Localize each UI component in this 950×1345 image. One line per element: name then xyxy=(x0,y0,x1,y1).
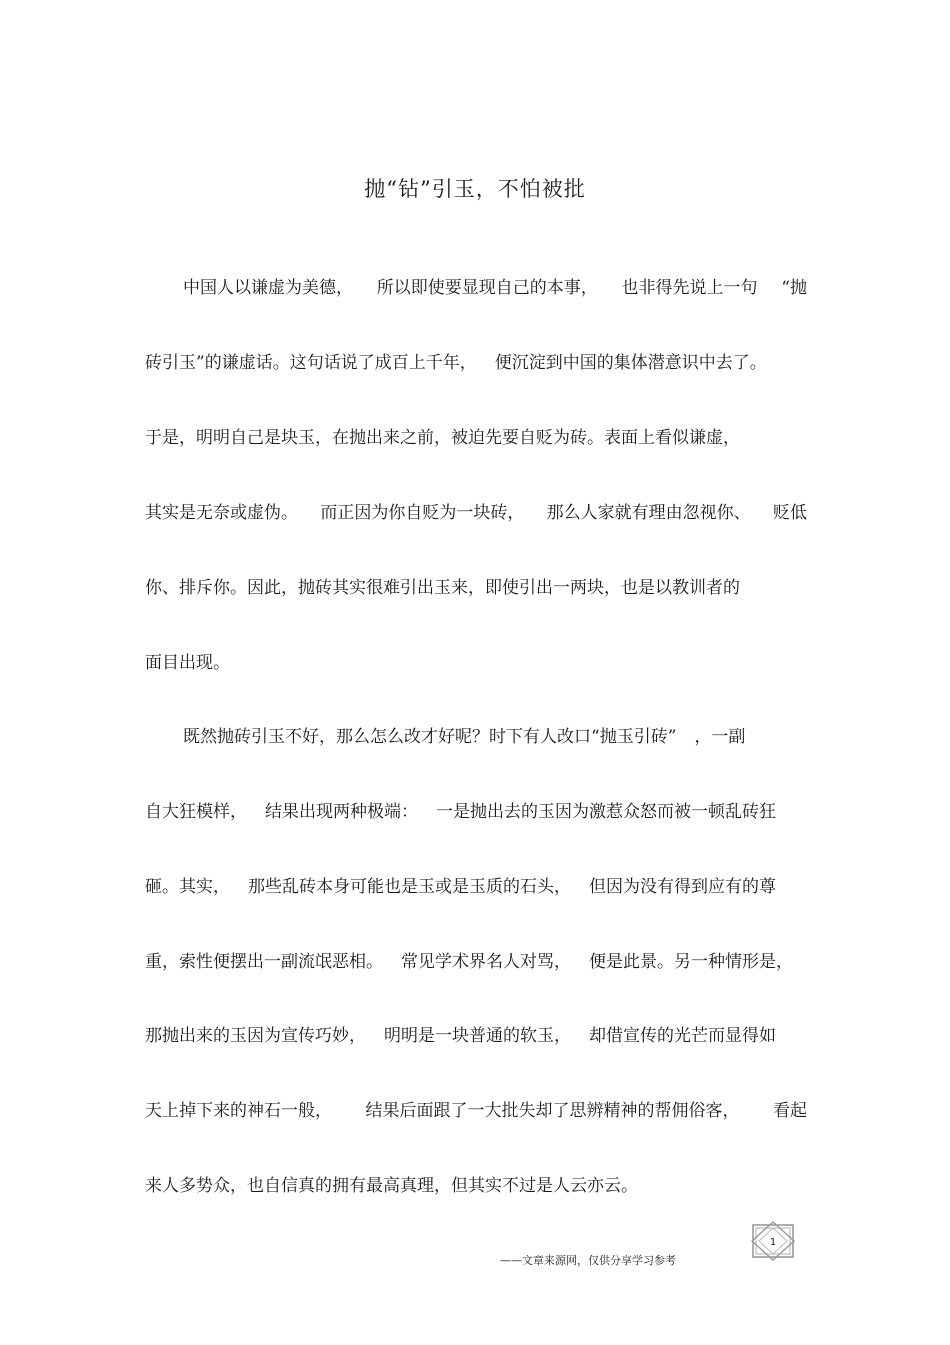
text-segment: 那么人家就有理由忽视你、 xyxy=(546,503,751,523)
source-footer: ——文章来源网，仅供分享学习参考 xyxy=(500,1254,676,1267)
text-segment: 其实是无奈或虚伪。 xyxy=(145,503,298,523)
text-segment: 而正因为你自贬为一块砖， xyxy=(320,503,525,523)
text-segment: 明明是一块普通的软玉， xyxy=(384,1026,571,1046)
text-segment: 一是抛出去的玉因为激惹众怒而被一顿乱砖狂 xyxy=(436,802,776,822)
text-segment: 面目出现。 xyxy=(145,653,230,673)
text-segment: 砸。其实， xyxy=(145,877,230,897)
text-segment: 天上掉下来的神石一般， xyxy=(145,1101,332,1121)
body-line xyxy=(145,1098,807,1124)
body-line xyxy=(145,1023,807,1049)
body-line xyxy=(145,874,807,900)
document-title: 抛“钻”引玉，不怕被批 xyxy=(364,177,586,201)
text-segment: 砖引玉”的谦虚话。这句话说了成百上千年， xyxy=(145,353,477,373)
text-segment: 于是，明明自己是块玉，在抛出来之前，被迫先要自贬为砖。表面上看似谦虚， xyxy=(145,428,740,448)
text-segment: 那些乱砖本身可能也是玉或是玉质的石头， xyxy=(248,877,571,897)
text-segment: ，一副 xyxy=(694,727,746,747)
text-segment: 你、排斥你。因此，抛砖其实很难引出玉来，即使引出一两块，也是以教训者的 xyxy=(145,578,740,598)
text-segment: 重，索性便摆出一副流氓恶相。 xyxy=(145,952,383,972)
body-line xyxy=(145,500,807,526)
text-segment: 便沉淀到中国的集体潜意识中去了。 xyxy=(494,353,767,373)
body-line xyxy=(183,275,807,301)
body-line xyxy=(145,350,807,376)
body-line xyxy=(145,1173,807,1199)
body-line xyxy=(145,650,807,676)
text-segment: 但因为没有得到应有的尊 xyxy=(589,877,776,897)
text-segment: 却借宣传的光芒而显得如 xyxy=(589,1026,776,1046)
text-segment: 看起 xyxy=(773,1101,807,1121)
text-segment: 也非得先说上一句 xyxy=(621,278,758,298)
body-line xyxy=(183,724,807,750)
text-segment: 结果后面跟了一大批失却了思辨精神的帮佣俗客， xyxy=(365,1101,740,1121)
body-line xyxy=(145,425,807,451)
text-segment: “抛 xyxy=(781,278,807,298)
text-segment: 既然抛砖引玉不好，那么怎么改才好呢？时下有人改口“抛玉引砖” xyxy=(183,727,677,747)
text-segment: 常见学术界名人对骂， xyxy=(401,952,571,972)
text-segment: 所以即使要显现自己的本事， xyxy=(376,278,598,298)
text-segment: 那抛出来的玉因为宣传巧妙， xyxy=(145,1026,366,1046)
body-line xyxy=(145,799,807,825)
text-segment: 便是此景。另一种情形是， xyxy=(589,952,793,972)
page-number: 1 xyxy=(769,1237,777,1248)
text-segment: 自大狂模样， xyxy=(145,802,247,822)
text-segment: 贬低 xyxy=(772,503,807,523)
text-segment: 结果出现两种极端： xyxy=(265,802,418,822)
body-line xyxy=(145,949,807,975)
body-line xyxy=(145,575,807,601)
text-segment: 来人多势众，也自信真的拥有最高真理，但其实不过是人云亦云。 xyxy=(145,1176,638,1196)
text-segment: 中国人以谦虚为美德， xyxy=(183,278,353,298)
